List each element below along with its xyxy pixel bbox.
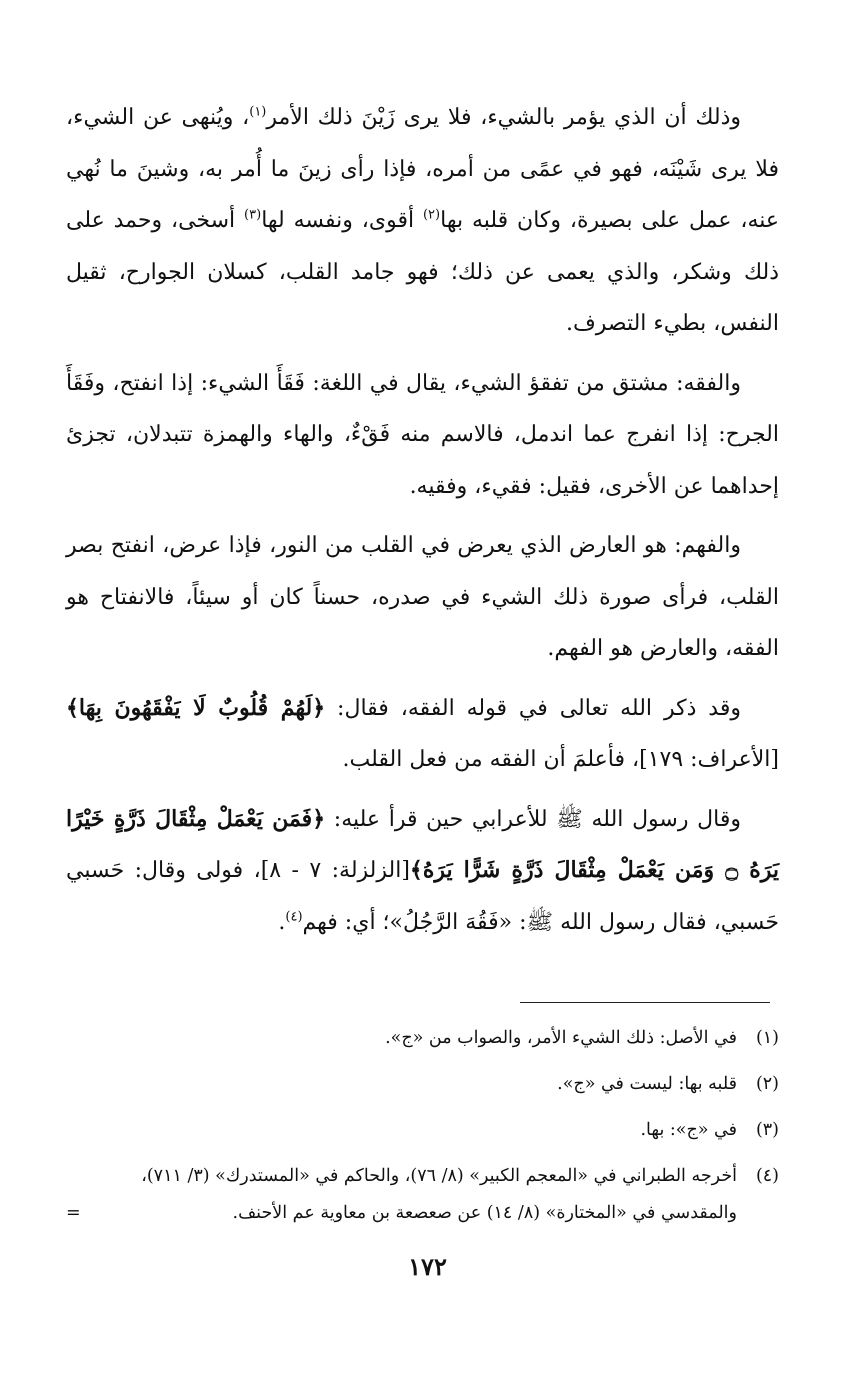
quran-verse: ﴿فَمَن يَعْمَلْ مِثْقَالَ ذَرَّةٍ خَيْرًا يَرَهُ ۝ وَمَن يَعْمَلْ مِثْقَالَ ذَرَّةٍ شَرًّا يَرَهُ﴾ [66, 805, 779, 883]
footnote [66, 1066, 779, 1103]
paragraph [66, 794, 779, 949]
paragraph [66, 683, 779, 786]
footnote-text [66, 1020, 737, 1057]
footnote-reference: (٣) [244, 207, 262, 223]
text-run: والفقه: مشتق من تفقؤ الشيء، يقال في اللغة: فَقَأَ الشيء: إذا انفتح، وفَقَأَ الجرح: إذا انفرج عما اندمل، فالاسم منه فَقْءٌ، والهاء والهمزة تتبدلان، تجزئ إحداهما عن الأخرى، فقيل: فقيء، وفقيه. [66, 370, 779, 499]
text-run: [الزلزلة: ٧ - ٨]، فولى وقال: حَسبي حَسبي، فقال رسول الله ﷺ: «فَقُهَ الرَّجُلُ»؛ أي: فهم [66, 858, 779, 935]
paragraph [66, 358, 779, 513]
page-number: ١٧٢ [408, 1252, 447, 1281]
footnote-number: (٣) [755, 1120, 779, 1140]
paragraph [66, 92, 779, 350]
text-run: ، ويُنهى عن الشيء، فلا يرى شَيْنَه، فهو في عمًى من أمره، فإذا رأى زينَ ما أُمر به، وشينَ ما نُهي عنه، عمل على بصيرة، وكان قلبه بها [66, 105, 780, 233]
text-run: وقد ذكر الله تعالى في قوله الفقه، فقال: [325, 695, 741, 721]
footnote-text-run: في «ج»: بها. [640, 1120, 737, 1140]
footnote-reference: (١) [249, 104, 267, 120]
main-text [66, 92, 779, 956]
text-run: وقال رسول الله ﷺ للأعرابي حين قرأ عليه: [325, 806, 741, 832]
text-run: والفهم: هو العارض الذي يعرض في القلب من النور، فإذا عرض، انفتح بصر القلب، فرأى صورة ذلك الشيء في صدره، حسناً كان أو سيئاً، فالانفتاح هو الفقه، والعارض هو الفهم. [66, 533, 779, 661]
text-run: أقوى، ونفسه لها [261, 208, 423, 233]
quran-verse: ﴿لَهُمْ قُلُوبٌ لَا يَفْقَهُونَ بِهَا﴾ [66, 694, 326, 721]
footnote-text [66, 1112, 737, 1149]
text-run: . [278, 909, 286, 935]
paragraph [66, 520, 779, 675]
footnote [66, 1112, 779, 1149]
footnote [66, 1158, 779, 1232]
footnote-text [66, 1066, 737, 1103]
footnote-reference: (٤) [285, 909, 303, 925]
footnote-divider [520, 1002, 770, 1003]
text-run: أسخى، وحمد على ذلك وشكر، والذي يعمى عن ذلك؛ فهو جامد القلب، كسلان الجوارح، ثقيل النفس، بطيء التصرف. [66, 208, 779, 336]
footnote-number: (١) [755, 1028, 779, 1048]
footnote-text [66, 1158, 737, 1232]
continuation-mark: = [66, 1203, 81, 1223]
footnote-number: (٢) [755, 1074, 779, 1094]
footnotes [66, 1020, 779, 1241]
footnote-text-run: قلبه بها: ليست في «ج». [557, 1074, 737, 1094]
footnote-reference: (٢) [422, 207, 441, 223]
footnote-text-run: في الأصل: ذلك الشيء الأمر، والصواب من «ج». [385, 1028, 737, 1048]
text-run: [الأعراف: ١٧٩]، فأعلمَ أن الفقه من فعل القلب. [342, 747, 779, 772]
footnote-text-run: أخرجه الطبراني في «المعجم الكبير» (٨/ ٧٦)، والحاكم في «المستدرك» (٣/ ٧١١)، والمقدسي في «المختارة» (٨/ ١٤) عن صعصعة بن معاوية عم الأحنف. [141, 1166, 737, 1223]
footnote-number: (٤) [755, 1166, 779, 1186]
footnote [66, 1020, 779, 1057]
text-run: وذلك أن الذي يؤمر بالشيء، فلا يرى زَيْنَ ذلك الأمر [266, 105, 741, 130]
